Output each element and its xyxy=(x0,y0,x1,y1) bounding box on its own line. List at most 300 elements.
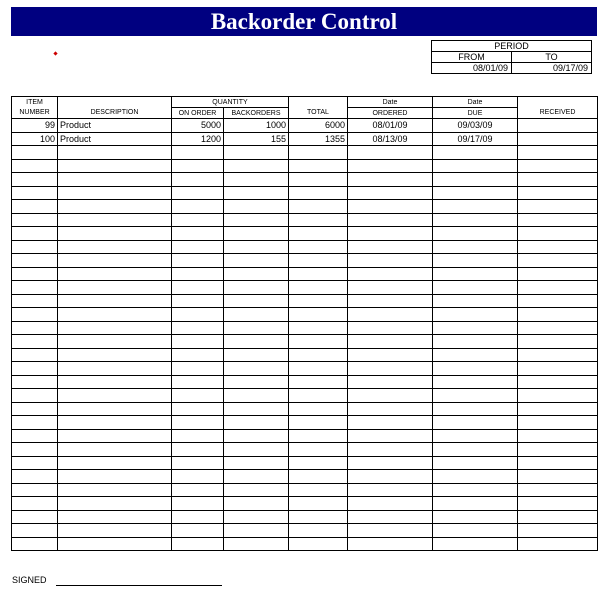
period-from-value[interactable]: 08/01/09 xyxy=(432,63,512,74)
ordered-date-cell[interactable] xyxy=(348,200,433,214)
ordered-date-cell[interactable] xyxy=(348,416,433,430)
total-cell[interactable] xyxy=(289,416,348,430)
header-due: DUE xyxy=(433,108,518,119)
total-cell[interactable] xyxy=(289,267,348,281)
on-order-cell[interactable] xyxy=(172,429,224,443)
item-number-cell[interactable] xyxy=(12,294,58,308)
backorders-cell[interactable] xyxy=(224,429,289,443)
total-cell[interactable] xyxy=(289,375,348,389)
empty-table-row xyxy=(12,335,598,349)
item-number-cell[interactable] xyxy=(12,416,58,430)
due-date-cell[interactable] xyxy=(433,335,518,349)
item-number-cell[interactable] xyxy=(12,456,58,470)
due-date-cell[interactable] xyxy=(433,483,518,497)
total-cell[interactable] xyxy=(289,146,348,160)
received-cell[interactable] xyxy=(518,443,598,457)
description-cell[interactable] xyxy=(58,537,172,551)
ordered-date-cell[interactable] xyxy=(348,537,433,551)
on-order-cell[interactable] xyxy=(172,281,224,295)
on-order-cell[interactable] xyxy=(172,159,224,173)
description-cell[interactable] xyxy=(58,294,172,308)
total-cell[interactable] xyxy=(289,308,348,322)
total-cell[interactable] xyxy=(289,348,348,362)
empty-table-row xyxy=(12,456,598,470)
description-cell[interactable] xyxy=(58,362,172,376)
on-order-cell[interactable] xyxy=(172,470,224,484)
item-number-cell[interactable] xyxy=(12,537,58,551)
description-cell[interactable] xyxy=(58,308,172,322)
ordered-date-cell[interactable] xyxy=(348,497,433,511)
on-order-cell[interactable] xyxy=(172,416,224,430)
ordered-date-cell[interactable] xyxy=(348,483,433,497)
item-number-cell[interactable] xyxy=(12,308,58,322)
ordered-date-cell[interactable] xyxy=(348,402,433,416)
description-cell[interactable] xyxy=(58,470,172,484)
empty-table-row xyxy=(12,294,598,308)
signature-line[interactable] xyxy=(56,585,222,586)
header-description: DESCRIPTION xyxy=(58,108,172,119)
period-title: PERIOD xyxy=(432,41,592,52)
header-quantity: QUANTITY xyxy=(172,97,289,108)
header-item-bottom: NUMBER xyxy=(12,108,58,119)
ordered-date-cell[interactable] xyxy=(348,159,433,173)
total-cell[interactable] xyxy=(289,362,348,376)
item-number-cell[interactable] xyxy=(12,146,58,160)
header-date-ordered-top: Date xyxy=(348,97,433,108)
description-cell[interactable] xyxy=(58,159,172,173)
received-cell[interactable] xyxy=(518,267,598,281)
due-date-cell[interactable] xyxy=(433,497,518,511)
received-cell[interactable] xyxy=(518,173,598,187)
total-cell[interactable] xyxy=(289,537,348,551)
due-date-cell[interactable] xyxy=(433,429,518,443)
received-cell[interactable] xyxy=(518,402,598,416)
backorders-cell[interactable] xyxy=(224,524,289,538)
total-cell[interactable] xyxy=(289,524,348,538)
empty-table-row xyxy=(12,267,598,281)
total-cell[interactable] xyxy=(289,483,348,497)
item-number-cell[interactable] xyxy=(12,510,58,524)
due-date-cell[interactable] xyxy=(433,281,518,295)
ordered-date-cell[interactable] xyxy=(348,456,433,470)
on-order-cell[interactable] xyxy=(172,294,224,308)
on-order-cell[interactable] xyxy=(172,348,224,362)
total-cell[interactable] xyxy=(289,510,348,524)
on-order-cell[interactable] xyxy=(172,510,224,524)
backorders-cell[interactable] xyxy=(224,537,289,551)
description-cell[interactable] xyxy=(58,497,172,511)
received-cell[interactable] xyxy=(518,510,598,524)
due-date-cell[interactable] xyxy=(433,254,518,268)
backorders-cell[interactable] xyxy=(224,470,289,484)
item-number-cell[interactable] xyxy=(12,497,58,511)
received-cell[interactable] xyxy=(518,416,598,430)
description-cell[interactable] xyxy=(58,335,172,349)
backorders-cell[interactable] xyxy=(224,443,289,457)
on-order-cell[interactable] xyxy=(172,537,224,551)
backorders-cell[interactable] xyxy=(224,389,289,403)
on-order-cell[interactable] xyxy=(172,402,224,416)
description-cell[interactable] xyxy=(58,483,172,497)
due-date-cell[interactable] xyxy=(433,375,518,389)
ordered-date-cell[interactable] xyxy=(348,213,433,227)
total-cell[interactable] xyxy=(289,186,348,200)
on-order-cell[interactable] xyxy=(172,389,224,403)
due-date-cell[interactable] xyxy=(433,173,518,187)
item-number-cell[interactable] xyxy=(12,186,58,200)
backorders-cell[interactable] xyxy=(224,308,289,322)
item-number-cell[interactable] xyxy=(12,348,58,362)
ordered-date-cell[interactable] xyxy=(348,227,433,241)
description-cell[interactable] xyxy=(58,200,172,214)
backorders-cell[interactable] xyxy=(224,240,289,254)
item-number-cell[interactable] xyxy=(12,524,58,538)
received-cell[interactable] xyxy=(518,497,598,511)
empty-table-row xyxy=(12,321,598,335)
on-order-cell[interactable] xyxy=(172,308,224,322)
on-order-cell[interactable] xyxy=(172,362,224,376)
backorders-cell[interactable]: 155 xyxy=(224,132,289,146)
ordered-date-cell[interactable] xyxy=(348,267,433,281)
item-number-cell[interactable] xyxy=(12,443,58,457)
period-box xyxy=(431,40,592,74)
ordered-date-cell[interactable] xyxy=(348,254,433,268)
page-title: Backorder Control xyxy=(11,7,597,36)
description-cell[interactable] xyxy=(58,146,172,160)
received-cell[interactable] xyxy=(518,362,598,376)
total-cell[interactable] xyxy=(289,456,348,470)
total-cell[interactable] xyxy=(289,443,348,457)
total-cell[interactable] xyxy=(289,470,348,484)
description-cell[interactable] xyxy=(58,524,172,538)
ordered-date-cell[interactable] xyxy=(348,308,433,322)
ordered-date-cell[interactable] xyxy=(348,335,433,349)
empty-table-row xyxy=(12,510,598,524)
description-cell[interactable] xyxy=(58,443,172,457)
due-date-cell[interactable] xyxy=(433,240,518,254)
item-number-cell[interactable] xyxy=(12,240,58,254)
on-order-cell[interactable] xyxy=(172,213,224,227)
received-cell[interactable] xyxy=(518,537,598,551)
empty-table-row xyxy=(12,254,598,268)
total-cell[interactable] xyxy=(289,173,348,187)
ordered-date-cell[interactable] xyxy=(348,510,433,524)
ordered-date-cell[interactable] xyxy=(348,281,433,295)
due-date-cell[interactable] xyxy=(433,308,518,322)
on-order-cell[interactable] xyxy=(172,524,224,538)
empty-table-row xyxy=(12,173,598,187)
received-cell[interactable] xyxy=(518,524,598,538)
period-from-label: FROM xyxy=(432,52,512,63)
header-total: TOTAL xyxy=(289,108,348,119)
empty-table-row xyxy=(12,186,598,200)
backorders-cell[interactable] xyxy=(224,402,289,416)
item-number-cell[interactable]: 100 xyxy=(12,132,58,146)
received-cell[interactable] xyxy=(518,281,598,295)
due-date-cell[interactable] xyxy=(433,227,518,241)
red-comment-marker xyxy=(53,51,57,55)
header-ordered: ORDERED xyxy=(348,108,433,119)
item-number-cell[interactable] xyxy=(12,281,58,295)
item-number-cell[interactable] xyxy=(12,483,58,497)
item-number-cell[interactable] xyxy=(12,254,58,268)
empty-table-row xyxy=(12,146,598,160)
item-number-cell[interactable] xyxy=(12,362,58,376)
backorders-cell[interactable] xyxy=(224,510,289,524)
description-cell[interactable] xyxy=(58,429,172,443)
received-cell[interactable] xyxy=(518,389,598,403)
ordered-date-cell[interactable] xyxy=(348,240,433,254)
item-number-cell[interactable] xyxy=(12,227,58,241)
on-order-cell[interactable] xyxy=(172,456,224,470)
description-cell[interactable] xyxy=(58,456,172,470)
backorders-cell[interactable] xyxy=(224,416,289,430)
on-order-cell[interactable] xyxy=(172,173,224,187)
due-date-cell[interactable] xyxy=(433,213,518,227)
received-cell[interactable] xyxy=(518,456,598,470)
received-cell[interactable] xyxy=(518,227,598,241)
empty-table-row xyxy=(12,308,598,322)
signed-label: SIGNED xyxy=(12,575,47,585)
empty-table-row xyxy=(12,402,598,416)
due-date-cell[interactable] xyxy=(433,146,518,160)
ordered-date-cell[interactable]: 08/13/09 xyxy=(348,132,433,146)
backorders-cell[interactable] xyxy=(224,335,289,349)
on-order-cell[interactable] xyxy=(172,497,224,511)
on-order-cell[interactable] xyxy=(172,443,224,457)
due-date-cell[interactable] xyxy=(433,186,518,200)
ordered-date-cell[interactable] xyxy=(348,429,433,443)
backorders-cell[interactable] xyxy=(224,227,289,241)
description-cell[interactable] xyxy=(58,186,172,200)
ordered-date-cell[interactable] xyxy=(348,146,433,160)
received-cell[interactable] xyxy=(518,132,598,146)
empty-table-row xyxy=(12,213,598,227)
received-cell[interactable] xyxy=(518,159,598,173)
received-cell[interactable] xyxy=(518,254,598,268)
description-cell[interactable] xyxy=(58,402,172,416)
total-cell[interactable] xyxy=(289,159,348,173)
received-cell[interactable] xyxy=(518,200,598,214)
total-cell[interactable] xyxy=(289,294,348,308)
empty-table-row xyxy=(12,416,598,430)
description-cell[interactable] xyxy=(58,348,172,362)
ordered-date-cell[interactable] xyxy=(348,443,433,457)
on-order-cell[interactable] xyxy=(172,254,224,268)
due-date-cell[interactable] xyxy=(433,389,518,403)
received-cell[interactable] xyxy=(518,213,598,227)
item-number-cell[interactable] xyxy=(12,402,58,416)
due-date-cell[interactable] xyxy=(433,416,518,430)
table-row xyxy=(12,119,598,133)
received-cell[interactable] xyxy=(518,483,598,497)
backorders-cell[interactable] xyxy=(224,497,289,511)
received-cell[interactable] xyxy=(518,348,598,362)
description-cell[interactable] xyxy=(58,281,172,295)
empty-table-row xyxy=(12,470,598,484)
backorders-cell[interactable] xyxy=(224,456,289,470)
received-cell[interactable] xyxy=(518,470,598,484)
total-cell[interactable] xyxy=(289,281,348,295)
ordered-date-cell[interactable] xyxy=(348,348,433,362)
received-cell[interactable] xyxy=(518,308,598,322)
description-cell[interactable] xyxy=(58,227,172,241)
on-order-cell[interactable] xyxy=(172,186,224,200)
description-cell[interactable] xyxy=(58,213,172,227)
item-number-cell[interactable] xyxy=(12,173,58,187)
on-order-cell[interactable] xyxy=(172,240,224,254)
due-date-cell[interactable] xyxy=(433,267,518,281)
due-date-cell[interactable] xyxy=(433,402,518,416)
ordered-date-cell[interactable] xyxy=(348,375,433,389)
backorders-cell[interactable] xyxy=(224,294,289,308)
received-cell[interactable] xyxy=(518,186,598,200)
on-order-cell[interactable] xyxy=(172,267,224,281)
due-date-cell[interactable] xyxy=(433,537,518,551)
due-date-cell[interactable] xyxy=(433,159,518,173)
empty-table-row xyxy=(12,281,598,295)
header-received-top xyxy=(518,97,598,108)
empty-table-row xyxy=(12,362,598,376)
total-cell[interactable]: 6000 xyxy=(289,119,348,133)
item-number-cell[interactable] xyxy=(12,213,58,227)
description-cell[interactable] xyxy=(58,416,172,430)
total-cell[interactable] xyxy=(289,227,348,241)
item-number-cell[interactable] xyxy=(12,389,58,403)
due-date-cell[interactable]: 09/03/09 xyxy=(433,119,518,133)
item-number-cell[interactable] xyxy=(12,335,58,349)
due-date-cell[interactable] xyxy=(433,294,518,308)
description-cell[interactable] xyxy=(58,389,172,403)
backorders-cell[interactable] xyxy=(224,362,289,376)
ordered-date-cell[interactable]: 08/01/09 xyxy=(348,119,433,133)
backorders-cell[interactable] xyxy=(224,267,289,281)
item-number-cell[interactable] xyxy=(12,159,58,173)
item-number-cell[interactable] xyxy=(12,429,58,443)
due-date-cell[interactable] xyxy=(433,443,518,457)
received-cell[interactable] xyxy=(518,429,598,443)
total-cell[interactable] xyxy=(289,389,348,403)
empty-table-row xyxy=(12,240,598,254)
description-cell[interactable] xyxy=(58,173,172,187)
total-cell[interactable] xyxy=(289,402,348,416)
on-order-cell[interactable]: 5000 xyxy=(172,119,224,133)
backorders-cell[interactable] xyxy=(224,281,289,295)
total-cell[interactable] xyxy=(289,497,348,511)
received-cell[interactable] xyxy=(518,146,598,160)
empty-table-row xyxy=(12,429,598,443)
on-order-cell[interactable]: 1200 xyxy=(172,132,224,146)
header-item-top: ITEM xyxy=(12,97,58,108)
backorders-cell[interactable] xyxy=(224,159,289,173)
header-received: RECEIVED xyxy=(518,108,598,119)
item-number-cell[interactable] xyxy=(12,267,58,281)
due-date-cell[interactable] xyxy=(433,321,518,335)
item-number-cell[interactable] xyxy=(12,200,58,214)
description-cell[interactable]: Product xyxy=(58,132,172,146)
total-cell[interactable] xyxy=(289,240,348,254)
backorders-cell[interactable] xyxy=(224,483,289,497)
ordered-date-cell[interactable] xyxy=(348,294,433,308)
ordered-date-cell[interactable] xyxy=(348,389,433,403)
total-cell[interactable] xyxy=(289,254,348,268)
received-cell[interactable] xyxy=(518,335,598,349)
on-order-cell[interactable] xyxy=(172,321,224,335)
received-cell[interactable] xyxy=(518,294,598,308)
ordered-date-cell[interactable] xyxy=(348,321,433,335)
total-cell[interactable] xyxy=(289,335,348,349)
due-date-cell[interactable]: 09/17/09 xyxy=(433,132,518,146)
backorders-cell[interactable] xyxy=(224,321,289,335)
description-cell[interactable] xyxy=(58,510,172,524)
item-number-cell[interactable]: 99 xyxy=(12,119,58,133)
total-cell[interactable] xyxy=(289,429,348,443)
period-to-value[interactable]: 09/17/09 xyxy=(512,63,592,74)
due-date-cell[interactable] xyxy=(433,200,518,214)
backorders-cell[interactable] xyxy=(224,173,289,187)
ordered-date-cell[interactable] xyxy=(348,362,433,376)
description-cell[interactable] xyxy=(58,240,172,254)
empty-table-row xyxy=(12,348,598,362)
received-cell[interactable] xyxy=(518,240,598,254)
on-order-cell[interactable] xyxy=(172,227,224,241)
item-number-cell[interactable] xyxy=(12,321,58,335)
on-order-cell[interactable] xyxy=(172,200,224,214)
due-date-cell[interactable] xyxy=(433,510,518,524)
ordered-date-cell[interactable] xyxy=(348,173,433,187)
table-row xyxy=(12,132,598,146)
backorders-cell[interactable]: 1000 xyxy=(224,119,289,133)
description-cell[interactable] xyxy=(58,254,172,268)
total-cell[interactable] xyxy=(289,200,348,214)
backorders-cell[interactable] xyxy=(224,375,289,389)
ordered-date-cell[interactable] xyxy=(348,186,433,200)
ordered-date-cell[interactable] xyxy=(348,470,433,484)
total-cell[interactable] xyxy=(289,321,348,335)
total-cell[interactable] xyxy=(289,213,348,227)
due-date-cell[interactable] xyxy=(433,470,518,484)
backorders-cell[interactable] xyxy=(224,213,289,227)
ordered-date-cell[interactable] xyxy=(348,524,433,538)
on-order-cell[interactable] xyxy=(172,375,224,389)
header-backorders: BACKORDERS xyxy=(224,108,289,119)
due-date-cell[interactable] xyxy=(433,362,518,376)
received-cell[interactable] xyxy=(518,321,598,335)
empty-table-row xyxy=(12,443,598,457)
backorders-cell[interactable] xyxy=(224,146,289,160)
backorders-cell[interactable] xyxy=(224,348,289,362)
due-date-cell[interactable] xyxy=(433,456,518,470)
received-cell[interactable] xyxy=(518,119,598,133)
on-order-cell[interactable] xyxy=(172,335,224,349)
description-cell[interactable] xyxy=(58,267,172,281)
item-number-cell[interactable] xyxy=(12,375,58,389)
description-cell[interactable] xyxy=(58,375,172,389)
backorders-cell[interactable] xyxy=(224,186,289,200)
description-cell[interactable]: Product xyxy=(58,119,172,133)
item-number-cell[interactable] xyxy=(12,470,58,484)
due-date-cell[interactable] xyxy=(433,348,518,362)
total-cell[interactable]: 1355 xyxy=(289,132,348,146)
on-order-cell[interactable] xyxy=(172,483,224,497)
backorders-cell[interactable] xyxy=(224,254,289,268)
on-order-cell[interactable] xyxy=(172,146,224,160)
description-cell[interactable] xyxy=(58,321,172,335)
backorders-cell[interactable] xyxy=(224,200,289,214)
header-date-due-top: Date xyxy=(433,97,518,108)
due-date-cell[interactable] xyxy=(433,524,518,538)
received-cell[interactable] xyxy=(518,375,598,389)
